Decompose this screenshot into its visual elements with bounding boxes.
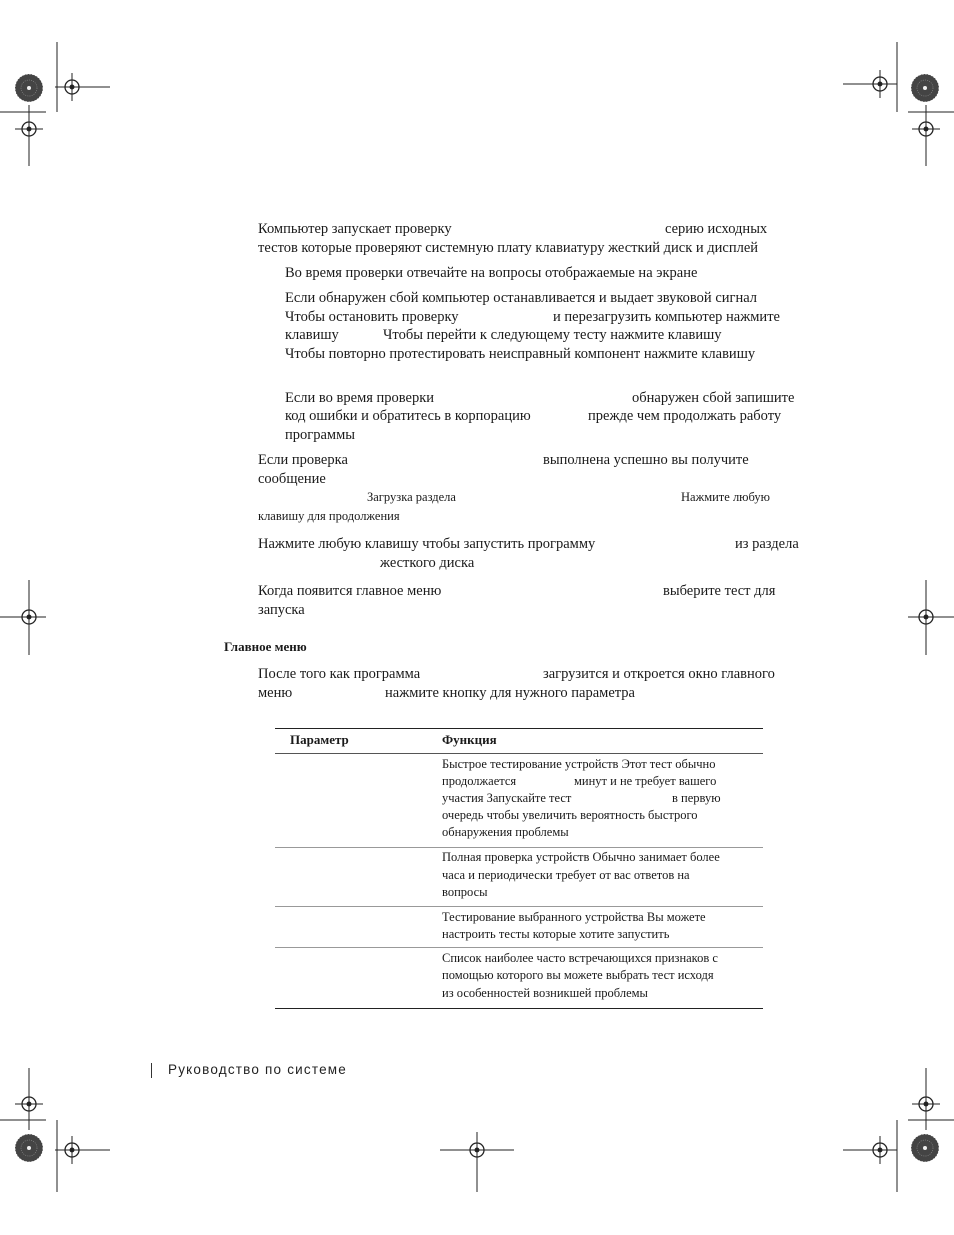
step3-line1b: серию исходных <box>665 221 768 237</box>
bullet2-line4: Чтобы повторно протестировать неисправный компонент нажмите клавишу <box>285 346 756 362</box>
intro-line1b: загрузится и откроется окно главного <box>543 666 775 682</box>
bullet3-line3: программы <box>285 427 355 443</box>
table-header-rule <box>275 753 763 754</box>
table-cell-line: продолжается <box>442 774 517 788</box>
step3-line2: тестов которые проверяют системную плату клавиатуру жесткий диск и дисплей <box>258 240 759 256</box>
bullet2-line3b: Чтобы перейти к следующему тесту нажмите клавишу <box>383 327 722 343</box>
bullet3-line2b: прежде чем продолжать работу <box>588 408 782 424</box>
step4-message-2: клавишу для продолжения <box>258 509 400 523</box>
step3-line1a: Компьютер запускает проверку <box>258 221 452 237</box>
bullet3-line2a: код ошибки и обратитесь в корпорацию <box>285 408 531 424</box>
step4-message-1a: Загрузка раздела <box>367 490 456 504</box>
step4-line1a: Если проверка <box>258 452 348 468</box>
table-cell-line: очередь чтобы увеличить вероятность быстрого <box>442 808 698 822</box>
bullet3-line1a: Если во время проверки <box>285 390 435 406</box>
table-cell-line: помощью которого вы можете выбрать тест исходя <box>442 968 714 982</box>
table-cell-line: настроить тесты которые хотите запустить <box>442 927 670 941</box>
footer-title: Руководство по системе <box>168 1062 347 1077</box>
table-bottom-rule <box>275 1008 763 1009</box>
step4-message-1b: Нажмите любую <box>681 490 770 504</box>
table-header-function: Функция <box>442 732 497 747</box>
intro-line2b: нажмите кнопку для нужного параметра <box>385 685 635 701</box>
table-cell-line: из особенностей возникшей проблемы <box>442 986 648 1000</box>
footer-divider <box>151 1063 152 1078</box>
table-cell-line: обнаружения проблемы <box>442 825 569 839</box>
step5-line1b: из раздела <box>735 536 799 552</box>
section-heading: Главное меню <box>224 639 307 654</box>
table-header-parameter: Параметр <box>290 732 349 747</box>
step6-line1a: Когда появится главное меню <box>258 583 442 599</box>
bullet2-line3a: клавишу <box>285 327 339 343</box>
intro-line2a: меню <box>258 685 293 701</box>
step4-line1b: выполнена успешно вы получите <box>543 452 749 468</box>
step5-line2: жесткого диска <box>380 555 475 571</box>
table-cell-line: часа и периодически требует от вас ответов на <box>442 868 690 882</box>
step6-line1b: выберите тест для <box>663 583 776 599</box>
bullet1-text: Во время проверки отвечайте на вопросы отображаемые на экране <box>285 265 698 281</box>
bullet2-line2b: и перезагрузить компьютер нажмите <box>553 309 780 325</box>
table-cell-line: участия Запускайте тест <box>442 791 572 805</box>
table-cell-line: Быстрое тестирование устройств Этот тест обычно <box>442 757 716 771</box>
table-cell-line: вопросы <box>442 885 488 899</box>
bullet2-line1: Если обнаружен сбой компьютер останавливается и выдает звуковой сигнал <box>285 290 758 306</box>
step4-line2: сообщение <box>258 471 326 487</box>
intro-line1a: После того как программа <box>258 666 421 682</box>
step6-line2: запуска <box>258 602 305 618</box>
bullet2-line2a: Чтобы остановить проверку <box>285 309 459 325</box>
table-cell-line: в первую <box>672 791 721 805</box>
table-row-rule <box>275 906 763 907</box>
table-cell-line: Полная проверка устройств Обычно занимает более <box>442 850 720 864</box>
table-top-rule <box>275 728 763 729</box>
table-cell-line: Список наиболее часто встречающихся признаков с <box>442 951 718 965</box>
table-row-rule <box>275 947 763 948</box>
table-row-rule <box>275 847 763 848</box>
step5-line1a: Нажмите любую клавишу чтобы запустить программу <box>258 536 596 552</box>
table-cell-line: минут и не требует вашего <box>574 774 717 788</box>
bullet3-line1b: обнаружен сбой запишите <box>632 390 795 406</box>
table-cell-line: Тестирование выбранного устройства Вы можете <box>442 910 706 924</box>
